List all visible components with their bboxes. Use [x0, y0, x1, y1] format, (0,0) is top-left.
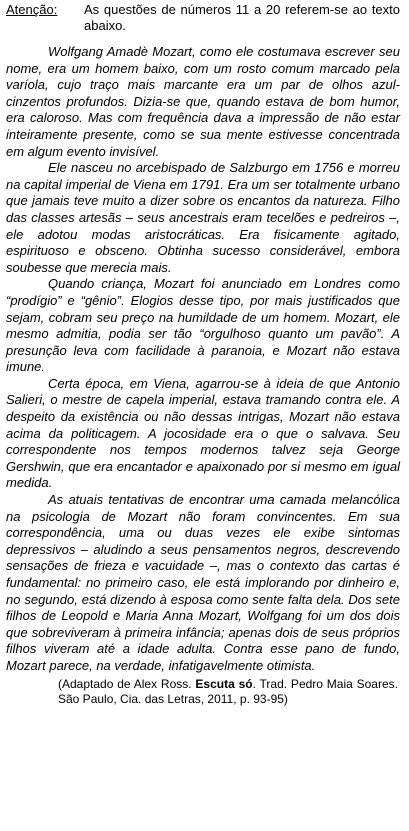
article-body: [6, 44, 404, 675]
paragraph-5: As atuais tentativas de encontrar uma camada melancólica na psicologia de Mozart não foram convincentes. Em sua correspondência, uma ou duas vezes ele exibe sintomas depressivos – aludindo a seus pensamentos negros, descrevendo sensações de frieza e vacuidade –, mas o contexto das cartas é fundamental: no primeiro caso, ele está implorando por dinheiro e, no segundo, está dizendo à esposa como sente falta dela. Dos sete filhos de Leopold e Maria Anna Mozart, Wolfgang foi um dos dois que sobreviveram à primeira infância; apenas dois de seus próprios filhos viveram até a idade adulta. Contra esse pano de fundo, Mozart parece, na verdade, infatigavelmente otimista.: [6, 492, 400, 673]
source-citation: [58, 677, 398, 707]
attention-label: Atenção:: [6, 2, 58, 17]
citation-prefix: (Adaptado de Alex Ross.: [58, 676, 196, 691]
citation-suffix: . Trad. Pedro Maia Soares. São Paulo, Cia. das Letras, 2011, p. 93-95): [58, 676, 398, 706]
paragraph-1: Wolfgang Amadè Mozart, como ele costumava escrever seu nome, era um homem baixo, com um rosto comum marcado pela varíola, cujo traço mais marcante era um par de olhos azul-cinzentos profundos. Dizia-se que, quando estava de bom humor, era caloroso. Mas com frequência dava a impressão de não estar inteiramente presente, como se sua mente estivesse concentrada em algum evento invisível.: [6, 44, 400, 159]
paragraph-3: Quando criança, Mozart foi anunciado em Londres como “prodígio” e “gênio”. Elogios desse tipo, por mais justificados que sejam, cobram seu preço na humildade de um homem. Mozart, ele mesmo admitia, podia ser tão “orgulhoso quanto um pavão”. A presunção leva com facilidade à paranoia, e Mozart não estava imune.: [6, 276, 400, 375]
instruction-text: As questões de números 11 a 20 referem-se ao texto abaixo.: [84, 2, 400, 33]
instruction-header: [6, 2, 404, 36]
paragraph-4: Certa época, em Viena, agarrou-se à ideia de que Antonio Salieri, o mestre de capela imperial, estava tramando contra ele. A despeito da existência ou não dessas intrigas, Mozart não estava acima da politicagem. A jocosidade era o que o salvava. Seu correspondente nos tempos modernos talvez seja George Gershwin, que era encantador e apaixonado por si mesmo em igual medida.: [6, 375, 400, 491]
citation-book-title: Escuta só: [195, 676, 253, 691]
paragraph-2: Ele nasceu no arcebispado de Salzburgo em 1756 e morreu na capital imperial de Viena em 1791. Era um ser totalmente urbano que jamais teve muito a dizer sobre os encantos da natureza. Filho das classes artesãs – seus ancestrais eram tecelões e pedreiros –, ele adotou modas aristocráticas. Era fisicamente agitado, espirituoso e obsceno. Obtinha sucesso considerável, embora soubesse que merecia mais.: [6, 160, 400, 275]
